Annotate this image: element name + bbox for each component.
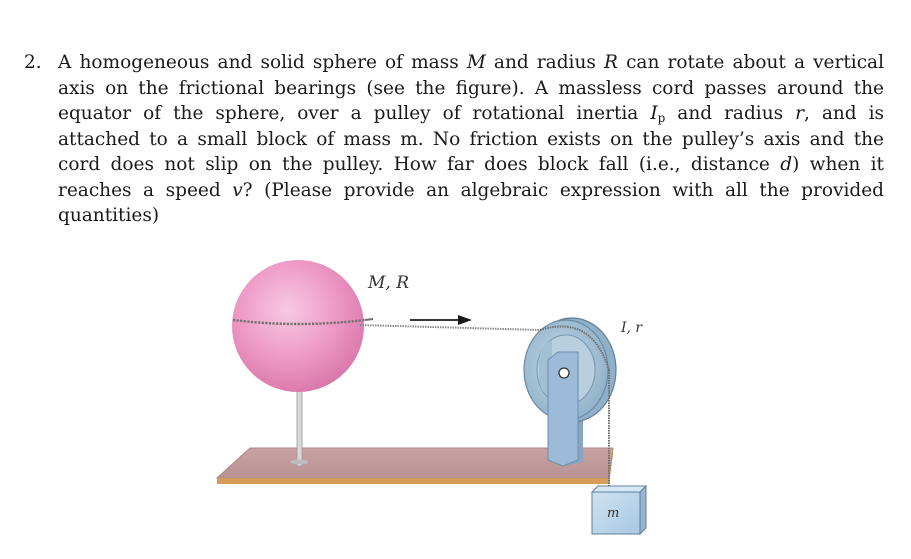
stand-front <box>548 352 578 466</box>
physics-figure <box>200 248 660 548</box>
question-line-3: equator of the sphere, over a pulley of rotational inertia $I_p$ and radius r, and is <box>58 103 884 125</box>
question-line-2: axis on the frictional bearings (see the figure). A massless cord passes around the <box>58 77 884 99</box>
sphere-label: M, R <box>368 273 410 293</box>
question <box>24 50 886 229</box>
question-line-5: cord does not slip on the pulley. How far does block fall (i.e., distance d) when it <box>58 154 884 175</box>
pulley-label: I, r <box>621 320 643 336</box>
direction-arrow <box>410 315 472 325</box>
block-label: m <box>607 506 620 521</box>
question-text <box>58 50 884 229</box>
question-line-4: attached to a small block of mass m. No friction exists on the pulley’s axis and the <box>58 128 884 150</box>
question-number: 2. <box>24 52 42 73</box>
question-line-7: quantities) <box>58 205 160 226</box>
sphere <box>232 260 364 392</box>
question-line-1: A homogeneous and solid sphere of mass M and radius R can rotate about a vertical <box>58 52 884 73</box>
question-line-6: reaches a speed v? (Please provide an algebraic expression with all the provided <box>58 179 884 201</box>
